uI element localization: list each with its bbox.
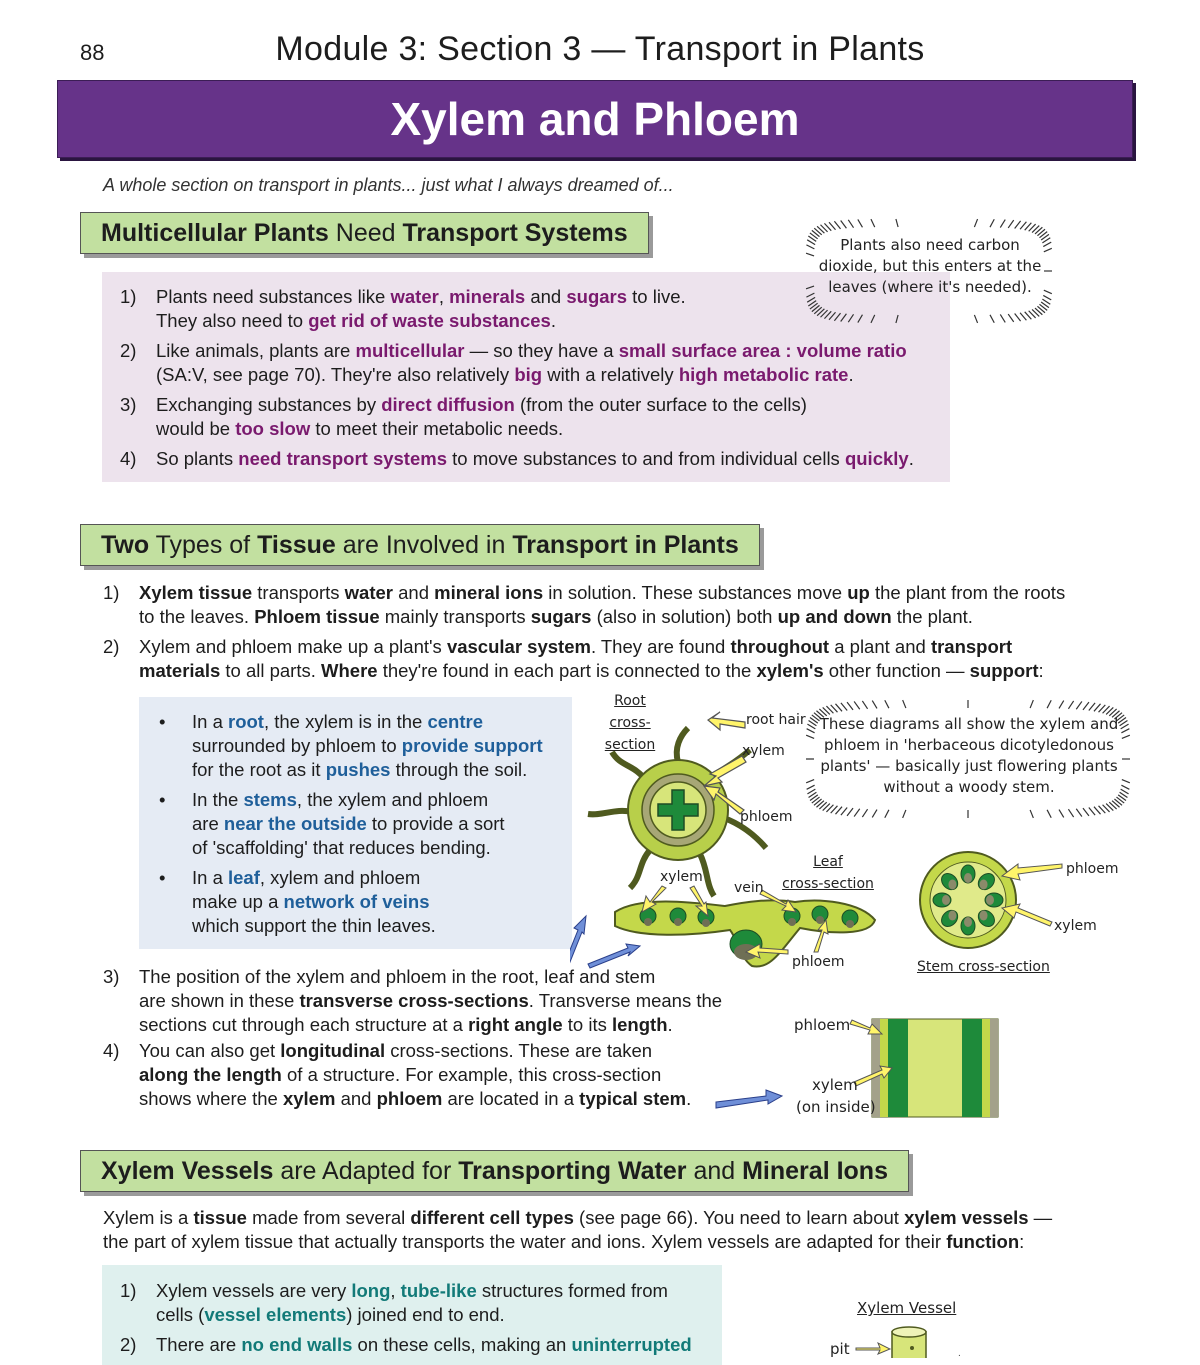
text-run: typical stem xyxy=(579,1088,686,1109)
stem-xylem-label: xylem xyxy=(1054,918,1097,934)
stem-cross-section-diagram xyxy=(920,852,1016,948)
text-run: materials xyxy=(139,660,220,681)
callout-tick xyxy=(1089,807,1095,815)
list-text xyxy=(156,1333,692,1357)
callout-tick xyxy=(990,315,994,323)
stem-bundle-xylem xyxy=(986,895,994,905)
callout-tick xyxy=(1083,808,1089,816)
list-text xyxy=(139,581,1065,629)
text-line: Root xyxy=(585,690,675,712)
section2-callout xyxy=(815,714,1123,798)
list-text xyxy=(156,1279,668,1327)
text-line xyxy=(192,788,505,812)
callout-tick xyxy=(847,808,853,816)
text-run: cross-sections. These are taken xyxy=(385,1040,652,1061)
callout-tick xyxy=(806,780,814,783)
list-number: 2) xyxy=(120,1333,136,1357)
list-text xyxy=(156,447,914,471)
text-run: Mineral Ions xyxy=(742,1157,888,1185)
callout-tick xyxy=(858,219,863,227)
long-phloem-label: phloem xyxy=(794,1016,850,1034)
callout-tick xyxy=(1000,220,1005,228)
text-run: are Adapted for xyxy=(273,1157,458,1185)
list-number: 2) xyxy=(103,635,119,659)
section3-intro xyxy=(103,1206,1103,1258)
callout-tick xyxy=(862,701,867,709)
text-run: , xyxy=(439,286,449,307)
bullet-dot: • xyxy=(159,710,165,734)
callout-tick xyxy=(974,315,977,323)
text-run: transport xyxy=(931,636,1012,657)
stem-bundle-xylem xyxy=(980,911,988,921)
text-run: surrounded by phloem to xyxy=(192,735,402,756)
text-run: . Transverse means the xyxy=(529,990,722,1011)
leaf-title xyxy=(780,851,876,895)
text-run: throughout xyxy=(730,636,829,657)
callout-tick xyxy=(871,219,875,227)
text-line xyxy=(192,710,543,734)
text-run: There are xyxy=(156,1334,241,1355)
text-run: In the xyxy=(192,789,243,810)
text-run: So plants xyxy=(156,448,238,469)
callout-tick xyxy=(1008,314,1014,322)
text-run: tissue xyxy=(193,1207,246,1228)
text-line xyxy=(156,447,914,471)
callout-tick xyxy=(806,253,814,256)
text-run: minerals xyxy=(449,286,525,307)
stem-bundle-xylem xyxy=(980,879,988,889)
callout-tick xyxy=(1044,290,1052,293)
long-xylem-label: xylem xyxy=(812,1076,858,1094)
text-run: uninterrupted xyxy=(571,1334,691,1355)
callout-tick xyxy=(848,220,853,228)
text-run: to move substances to and from individual cells xyxy=(447,448,845,469)
text-run: along the length xyxy=(139,1064,282,1085)
callout-tick xyxy=(1094,704,1101,711)
callout-tick xyxy=(1068,809,1073,817)
text-line: without a woody stem. xyxy=(815,777,1123,798)
text-run: no end walls xyxy=(241,1334,352,1355)
text-run: cells ( xyxy=(156,1304,204,1325)
text-run: Phloem tissue xyxy=(254,606,379,627)
text-run: . xyxy=(668,1014,673,1035)
text-run: too slow xyxy=(235,418,310,439)
bullet-item xyxy=(192,788,505,860)
callout-tick xyxy=(1076,809,1082,817)
text-run: Xylem and phloem make up a plant's xyxy=(139,636,447,657)
text-run: . They are found xyxy=(591,636,731,657)
callout-tick xyxy=(1020,313,1026,321)
text-run: the plant from the roots xyxy=(870,582,1065,603)
callout-tick xyxy=(807,729,815,733)
text-run: the part of xylem tissue that actually transports the water and ions. Xylem vessels are adapted for their xyxy=(103,1231,946,1252)
text-run: water xyxy=(345,582,393,603)
text-run: Multicellular Plants xyxy=(101,219,329,247)
callout-tick xyxy=(903,700,906,708)
stem-bundle-xylem xyxy=(948,879,956,889)
svg-text:.: . xyxy=(958,1348,961,1358)
text-line xyxy=(192,734,543,758)
bullet-item xyxy=(192,710,543,782)
text-run: Transport Systems xyxy=(403,219,628,247)
text-run: mainly transports xyxy=(380,606,531,627)
text-run: They also need to xyxy=(156,310,308,331)
text-run: In a xyxy=(192,711,228,732)
text-run: — so they have a xyxy=(464,340,618,361)
list-text xyxy=(156,339,907,387)
text-run: tube-like xyxy=(401,1280,477,1301)
text-line xyxy=(192,758,543,782)
text-run: are shown in these xyxy=(139,990,299,1011)
list-text xyxy=(156,285,686,333)
callout-tick xyxy=(1030,810,1033,818)
text-run: on these cells, making an xyxy=(352,1334,571,1355)
text-run: water xyxy=(390,286,438,307)
root-xylem-label: xylem xyxy=(742,743,785,759)
text-run: and xyxy=(335,1088,376,1109)
text-run: xylem's xyxy=(756,660,823,681)
callout-tick xyxy=(854,809,860,817)
text-run: with a relatively xyxy=(542,364,679,385)
root-hair-label: root hair xyxy=(746,712,806,728)
text-run: . xyxy=(909,448,914,469)
text-run: transports xyxy=(252,582,345,603)
callout-tick xyxy=(1083,702,1089,710)
callout-tick xyxy=(847,702,853,710)
callout-tick xyxy=(1044,248,1052,251)
text-run: vessel elements xyxy=(204,1304,346,1325)
callout-tick xyxy=(903,810,906,818)
text-line xyxy=(156,309,686,333)
callout-tick xyxy=(885,810,889,818)
text-run: to provide a sort xyxy=(367,813,505,834)
text-run: they're found in each part is connected to the xyxy=(378,660,757,681)
text-run: to meet their metabolic needs. xyxy=(310,418,563,439)
text-run: multicellular xyxy=(356,340,465,361)
text-line xyxy=(192,890,436,914)
text-run: are located in a xyxy=(442,1088,579,1109)
text-run: phloem xyxy=(377,1088,443,1109)
text-run: near the outside xyxy=(224,813,367,834)
callout-tick xyxy=(807,785,815,789)
page-title: Xylem and Phloem xyxy=(58,81,1132,157)
text-run: Xylem vessels are very xyxy=(156,1280,351,1301)
text-run: (see page 66). You need to learn about xyxy=(574,1207,904,1228)
text-run: need transport systems xyxy=(238,448,447,469)
text-line xyxy=(192,914,436,938)
text-run: right angle xyxy=(468,1014,563,1035)
text-run: other function — xyxy=(824,660,970,681)
stem-phloem-label: phloem xyxy=(1066,861,1118,877)
section2-bullets xyxy=(192,710,572,950)
list-number: 1) xyxy=(103,581,119,605)
stem-bundle-xylem xyxy=(948,911,956,921)
text-run: a plant and xyxy=(829,636,931,657)
callout-tick xyxy=(854,701,860,709)
text-run: : xyxy=(1019,1231,1024,1252)
text-run: ) joined end to end. xyxy=(346,1304,504,1325)
text-run: longitudinal xyxy=(280,1040,385,1061)
callout-tick xyxy=(896,219,898,227)
list-number: 1) xyxy=(120,285,136,309)
root-title xyxy=(585,690,675,756)
callout-tick xyxy=(841,220,847,228)
text-run: , xyxy=(390,1280,400,1301)
text-run: root xyxy=(228,711,264,732)
page-number: 88 xyxy=(80,40,104,66)
text-run: are Involved in xyxy=(336,531,513,559)
leaf-vein-label: vein xyxy=(734,880,764,896)
text-run: function xyxy=(946,1231,1019,1252)
callout-tick xyxy=(1000,314,1005,322)
text-run: Xylem tissue xyxy=(139,582,252,603)
text-run: of a structure. For example, this cross-section xyxy=(282,1064,661,1085)
text-line xyxy=(156,1279,668,1303)
bullet-item xyxy=(192,866,436,938)
module-title: Module 3: Section 3 — Transport in Plants xyxy=(0,30,1200,69)
text-line xyxy=(156,1303,668,1327)
callout-tick xyxy=(862,809,867,817)
text-line: cross-section xyxy=(585,712,675,756)
text-run: different cell types xyxy=(410,1207,573,1228)
text-run: sections cut through each structure at a xyxy=(139,1014,468,1035)
text-run: Where xyxy=(321,660,378,681)
text-run: are xyxy=(192,813,224,834)
list-number: 1) xyxy=(120,1279,136,1303)
text-line xyxy=(192,836,505,860)
text-run: pushes xyxy=(326,759,391,780)
text-run: Two xyxy=(101,531,149,559)
text-run: vascular system xyxy=(447,636,591,657)
text-run: high metabolic rate xyxy=(679,364,849,385)
text-run: You can also get xyxy=(139,1040,280,1061)
list-number: 3) xyxy=(103,965,119,989)
text-run: (SA:V, see page 70). They're also relatively xyxy=(156,364,514,385)
list-number: 2) xyxy=(120,339,136,363)
callout-tick xyxy=(806,735,814,738)
text-run: structures formed from xyxy=(477,1280,668,1301)
callout-tick xyxy=(1094,807,1101,814)
section2-heading xyxy=(80,524,760,566)
text-run: provide support xyxy=(402,735,543,756)
callout-tick xyxy=(1008,220,1014,228)
text-run: In a xyxy=(192,867,228,888)
text-line xyxy=(103,1230,1103,1254)
text-run: xylem vessels xyxy=(904,1207,1028,1228)
section1-list xyxy=(120,285,950,485)
list-text xyxy=(156,393,807,441)
text-run: network of veins xyxy=(284,891,430,912)
leaf-phloem-label: phloem xyxy=(792,954,844,970)
stem-bundle-xylem xyxy=(964,873,972,883)
text-run: : xyxy=(1039,660,1044,681)
callout-tick xyxy=(1015,221,1021,229)
text-run: to all parts. xyxy=(220,660,321,681)
text-run: Xylem Vessels xyxy=(101,1157,273,1185)
stem-bundle-xylem xyxy=(942,895,950,905)
text-run: . xyxy=(551,310,556,331)
callout-tick xyxy=(1076,701,1082,709)
text-run: stems xyxy=(243,789,296,810)
bullet-dot: • xyxy=(159,788,165,812)
callout-tick xyxy=(1089,703,1095,711)
callout-tick xyxy=(1059,810,1064,818)
callout-tick xyxy=(1047,810,1051,818)
text-run: Transporting Water xyxy=(458,1157,686,1185)
callout-tick xyxy=(1020,222,1026,230)
text-run: for the root as it xyxy=(192,759,326,780)
callout-tick xyxy=(872,810,877,818)
text-run: Transport in Plants xyxy=(512,531,738,559)
callout-tick xyxy=(1047,700,1051,708)
text-run: would be xyxy=(156,418,235,439)
xylem-vessel-title: Xylem Vessel xyxy=(857,1299,956,1317)
text-run: , the xylem is in the xyxy=(264,711,427,732)
text-run: small surface area : volume ratio xyxy=(619,340,907,361)
callout-tick xyxy=(841,807,847,815)
text-line xyxy=(156,339,907,363)
callout-tick xyxy=(834,221,840,229)
section3-list xyxy=(120,1279,720,1359)
text-run: of 'scaffolding' that reduces bending. xyxy=(192,837,491,858)
text-line xyxy=(103,1206,1103,1230)
text-line xyxy=(192,812,505,836)
text-run: in solution. These substances move xyxy=(543,582,847,603)
text-run: Xylem is a xyxy=(103,1207,193,1228)
text-line: These diagrams all show the xylem and xyxy=(815,714,1123,735)
text-run: up and down xyxy=(778,606,892,627)
text-line xyxy=(139,659,1044,683)
text-run: Exchanging substances by xyxy=(156,394,381,415)
text-run: leaf xyxy=(228,867,260,888)
callout-tick xyxy=(841,703,847,711)
text-run: to its xyxy=(563,1014,612,1035)
text-line: phloem in 'herbaceous dicotyledonous xyxy=(815,735,1123,756)
text-run: through the soil. xyxy=(390,759,527,780)
text-run: long xyxy=(351,1280,390,1301)
text-run: (from the outer surface to the cells) xyxy=(515,394,807,415)
text-run: xylem xyxy=(283,1088,335,1109)
list-text xyxy=(139,635,1044,683)
text-run: transverse cross-sections xyxy=(299,990,528,1011)
text-line xyxy=(156,1333,692,1357)
text-line: Plants also need carbon xyxy=(815,235,1045,256)
callout-tick xyxy=(1015,313,1021,321)
text-run: which support the thin leaves. xyxy=(192,915,436,936)
text-line xyxy=(156,285,686,309)
section3-heading xyxy=(80,1150,909,1192)
xylem-pit-label: pit xyxy=(830,1340,850,1358)
text-run: Like animals, plants are xyxy=(156,340,356,361)
text-run: big xyxy=(514,364,542,385)
text-run: Tissue xyxy=(257,531,336,559)
list-number: 4) xyxy=(103,1039,119,1063)
stem-bundle-xylem xyxy=(964,917,972,927)
text-line xyxy=(139,605,1065,629)
text-run: up xyxy=(847,582,870,603)
text-run: sugars xyxy=(531,606,592,627)
text-run: . xyxy=(848,364,853,385)
text-line: dioxide, but this enters at the xyxy=(815,256,1045,277)
callout-tick xyxy=(806,245,814,249)
text-run: Need xyxy=(329,219,403,247)
callout-tick xyxy=(835,807,842,814)
text-run: (also in solution) both xyxy=(591,606,777,627)
text-run: to the leaves. xyxy=(139,606,254,627)
list-number: 4) xyxy=(120,447,136,471)
callout-tick xyxy=(1059,701,1064,709)
section1-heading xyxy=(80,212,649,254)
text-run: . xyxy=(686,1088,691,1109)
text-run: support xyxy=(970,660,1039,681)
xylem-vessel-diagram xyxy=(850,1326,970,1358)
text-run: — xyxy=(1029,1207,1053,1228)
text-run: length xyxy=(612,1014,668,1035)
long-inside-label: (on inside) xyxy=(796,1098,876,1116)
text-run: made from several xyxy=(247,1207,410,1228)
text-run: quickly xyxy=(845,448,909,469)
text-line xyxy=(156,393,807,417)
section2-list-top xyxy=(103,581,1103,681)
text-run: Types of xyxy=(149,531,257,559)
text-line: cross-section xyxy=(780,873,876,895)
list-number: 3) xyxy=(120,393,136,417)
root-phloem-label: phloem xyxy=(740,809,792,825)
text-line xyxy=(139,581,1065,605)
bullet-dot: • xyxy=(159,866,165,890)
text-line xyxy=(192,866,436,890)
text-run: Plants need substances like xyxy=(156,286,390,307)
callout-tick xyxy=(974,219,977,227)
text-run: mineral ions xyxy=(434,582,543,603)
title-banner xyxy=(57,80,1133,158)
text-run: and xyxy=(393,582,434,603)
callout-tick xyxy=(1122,735,1130,738)
text-line xyxy=(156,417,807,441)
callout-tick xyxy=(885,700,889,708)
text-run: shows where the xyxy=(139,1088,283,1109)
callout-tick xyxy=(1030,700,1033,708)
callout-tick xyxy=(872,701,877,709)
text-run: , xylem and phloem xyxy=(260,867,420,888)
text-run: the plant. xyxy=(892,606,973,627)
text-run: make up a xyxy=(192,891,284,912)
text-line xyxy=(139,635,1044,659)
text-run: , the xylem and phloem xyxy=(297,789,488,810)
text-line: plants' — basically just flowering plants xyxy=(815,756,1123,777)
text-line: leaves (where it's needed). xyxy=(815,277,1045,298)
text-run: and xyxy=(525,286,566,307)
text-run: and xyxy=(687,1157,743,1185)
callout-tick xyxy=(1068,701,1073,709)
text-run: centre xyxy=(427,711,483,732)
text-line xyxy=(156,363,907,387)
text-run: direct diffusion xyxy=(381,394,515,415)
text-line: Leaf xyxy=(780,851,876,873)
intro-text: A whole section on transport in plants... just what I always dreamed of... xyxy=(103,175,674,196)
callout-tick xyxy=(990,219,994,227)
callout-tick xyxy=(1122,780,1130,783)
text-run: The position of the xylem and phloem in the root, leaf and stem xyxy=(139,966,655,987)
leaf-xylem-label: xylem xyxy=(660,869,703,885)
text-run: get rid of waste substances xyxy=(308,310,551,331)
stem-title: Stem cross-section xyxy=(917,959,1050,975)
callout-tick xyxy=(835,704,842,711)
text-run: to live. xyxy=(627,286,686,307)
text-run: sugars xyxy=(566,286,627,307)
